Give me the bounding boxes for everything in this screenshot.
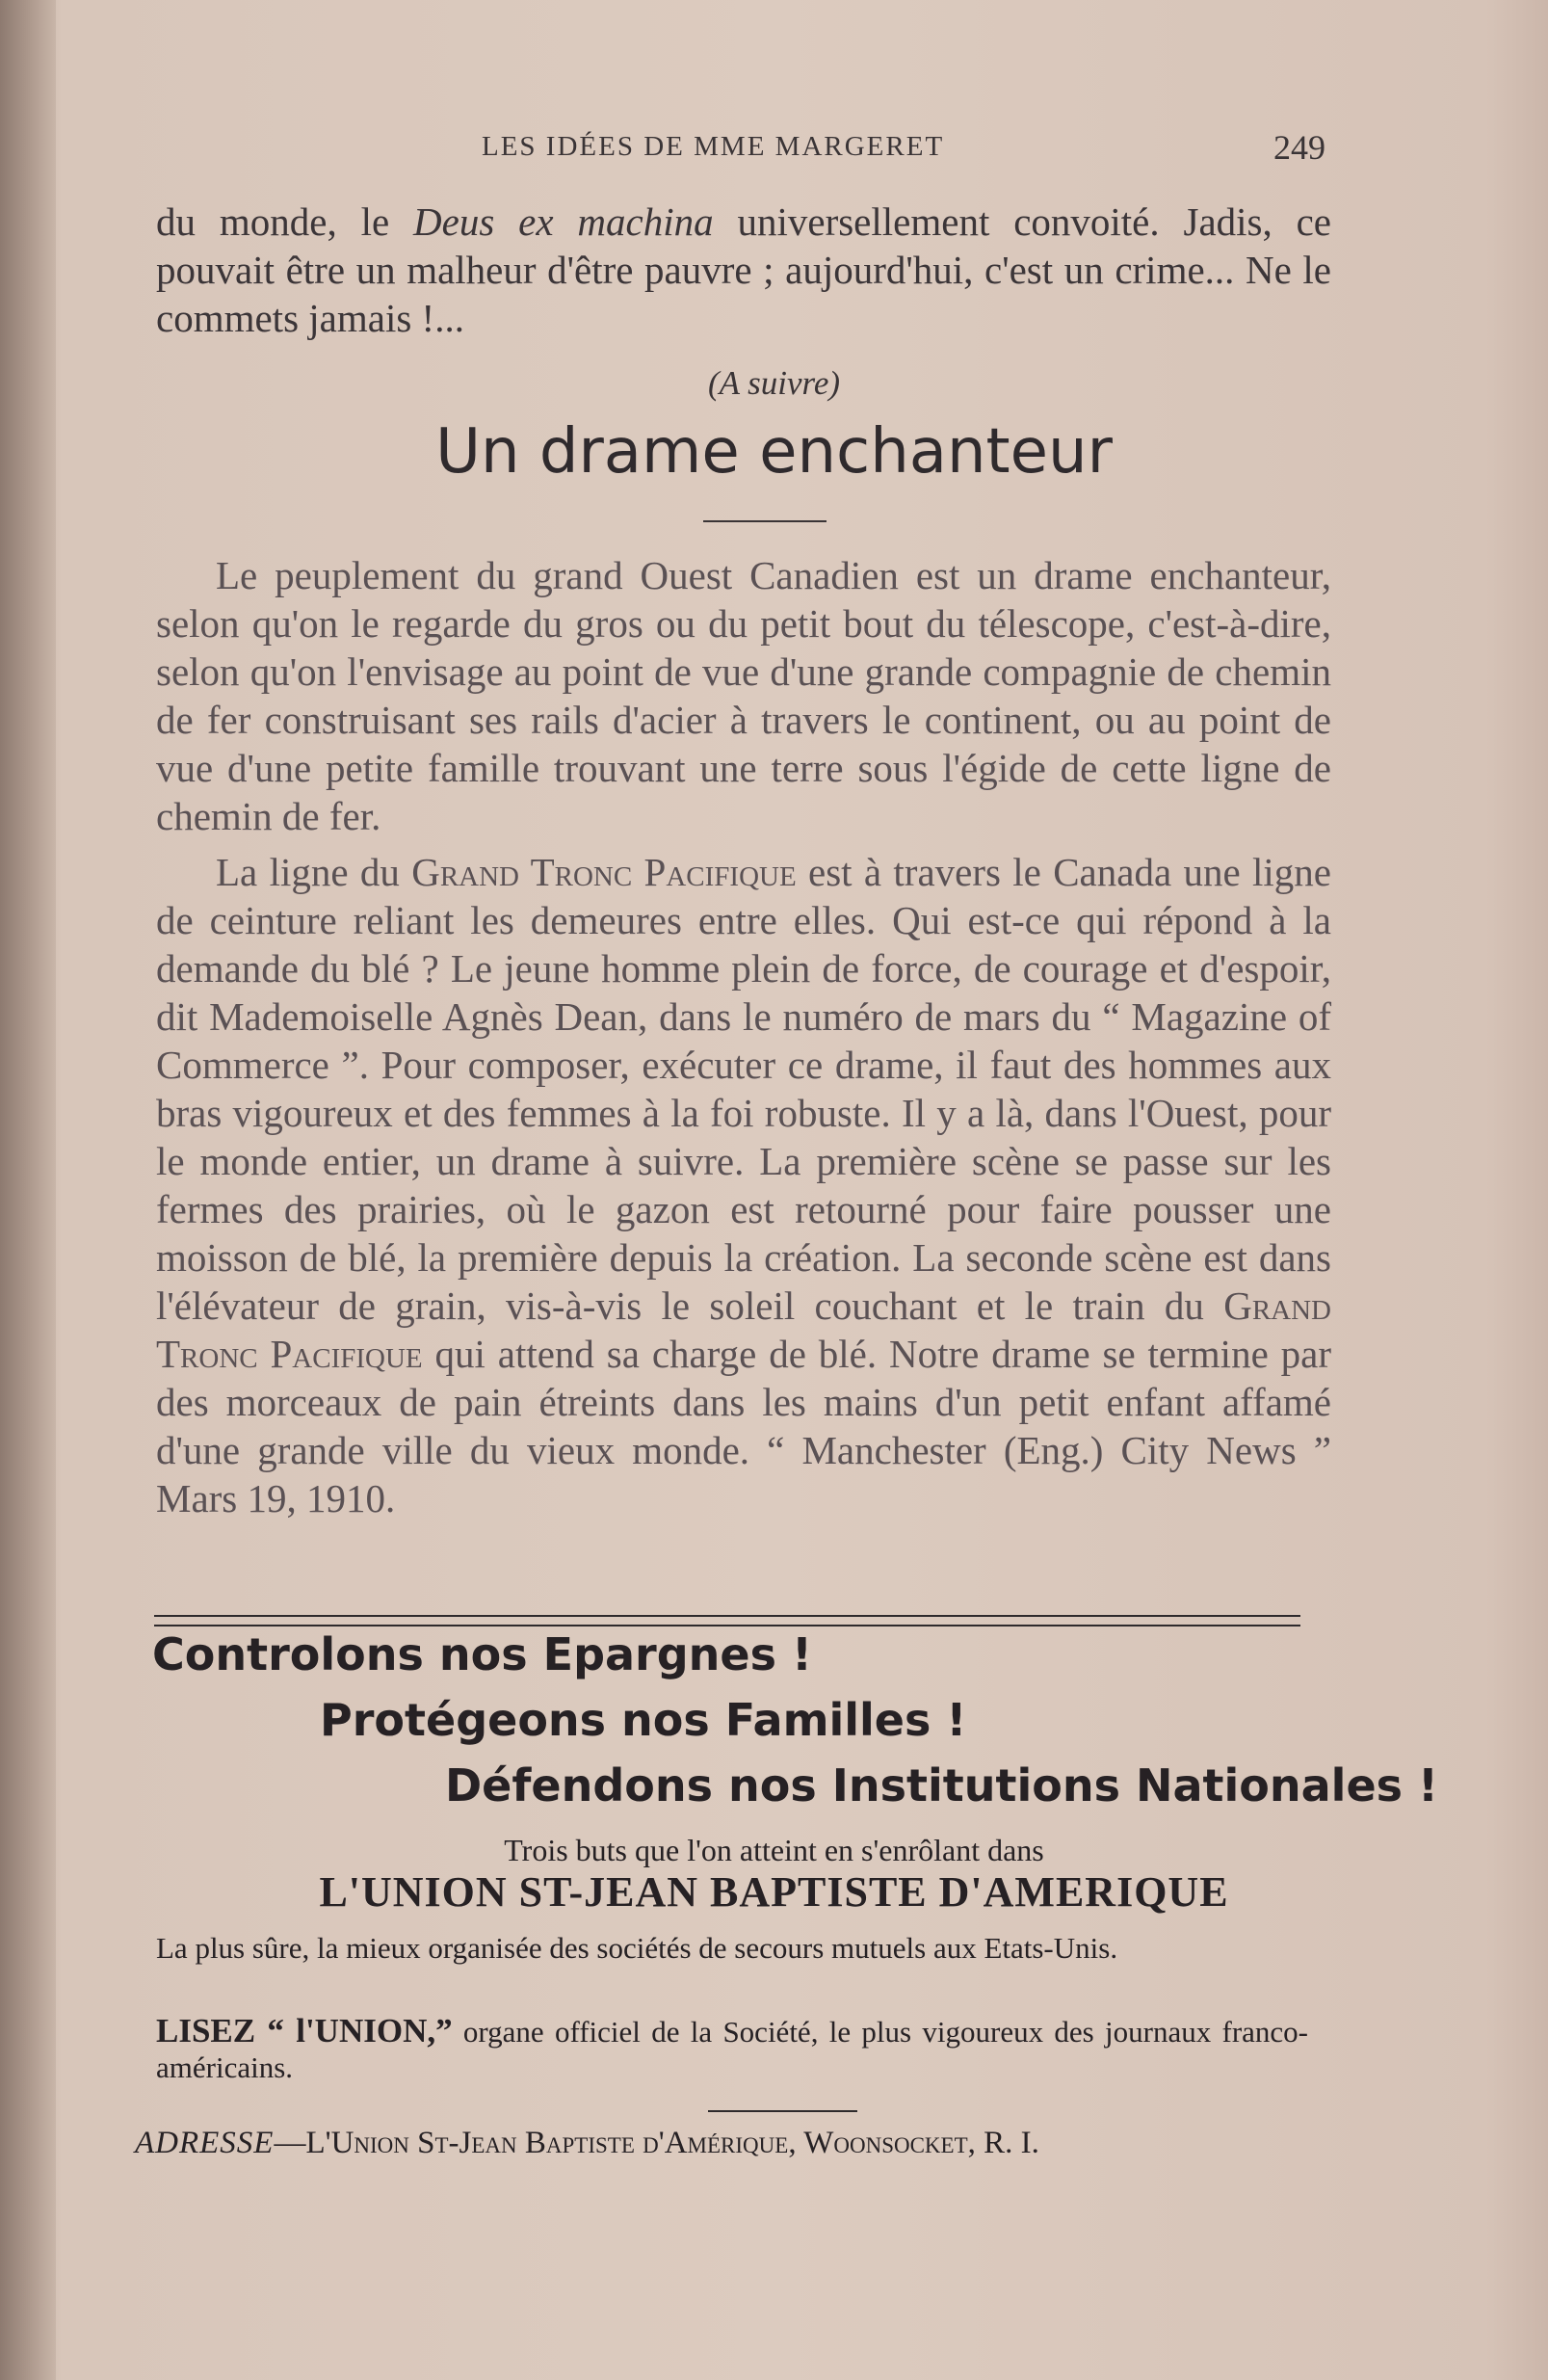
ad-organization: L'UNION ST-JEAN BAPTISTE D'AMERIQUE [319,1868,1229,1916]
ad-slogan-2: Protégeons nos Familles ! [320,1694,967,1746]
ad-intro: Trois buts que l'on atteint en s'enrôlant dans [504,1833,1044,1867]
page-number: 249 [1273,128,1325,167]
ad-description: La plus sûre, la mieux organisée des sociétés de secours mutuels aux Etats-Unis. [156,1931,1118,1965]
continuation-italic: Deus ex machina [413,199,714,244]
ad-slogan-1: Controlons nos Epargnes ! [152,1628,812,1680]
article-title: Un drame enchanteur [435,416,1113,488]
continuation-line-rest: universellement convoité. Jadis, ce pouvait être un malheur d'être pauvre ; aujourd'hui, c'est un crime... Ne le commets jamais !... [156,199,1332,341]
ad-slogan-3: Défendons nos Institutions Nationales ! [445,1759,1439,1811]
address-label: ADRESSE [135,2126,275,2160]
article-body [156,551,1331,1530]
ad-address [135,2126,1039,2161]
ad-newspaper [156,2012,1308,2085]
advertisement [0,1628,1548,2168]
article-paragraph-1: Le peuplement du grand Ouest Canadien est un drame enchanteur, selon qu'on le regarde du gros ou du petit bout du télescope, c'est-à-dire, selon qu'on l'envisage au point de vue d'une grande compagnie de chemin de fer construisant ses rails d'acier à travers le continent, ou au point de vue d'une petite famille trouvant une terre sous l'égide de cette ligne de chemin de fer. [156,553,1331,839]
company-name-2: Grand Tronc Pacifique [156,1283,1331,1377]
page-header [0,125,1548,173]
to-be-continued: (A suivre) [707,364,841,402]
paragraph-2-part-2: est à travers le Canada une ligne de ceinture reliant les demeures entre elles. Qui est-ce qui répond à la demande du blé ? Le jeune homme plein de force, de courage et d'espoir, dit Mademoiselle Agnès Dean, dans le numéro de mars du “ Magazine of Commerce ”. Pour composer, exécuter ce drame, il faut des hommes aux bras vigoureux et des femmes à la foi robuste. Il y a là, dans l'Ouest, pour le monde entier, un drame à suivre. La première scène se passe sur les fermes des prairies, où le gazon est retourné pour faire pousser une moisson de blé, la première depuis la création. La seconde scène est dans l'élévateur de grain, vis-à-vis le soleil couchant et le train du [156,850,1331,1329]
title-rule [703,520,826,522]
continuation-line-start: du monde, le [156,199,414,244]
company-name-1: Grand Tronc Pacifique [411,850,797,895]
ad-newspaper-name: LISEZ “ l'UNION,” [156,2012,453,2049]
continuation-text [156,198,1331,350]
paragraph-2-part-3: qui attend sa charge de blé. Notre drame se termine par des morceaux de pain étreints dans les mains d'un petit enfant affamé d'une grande ville du vieux monde. “ Manchester (Eng.) City News ” Mars 19, 1910. [156,1332,1331,1521]
ad-newspaper-text: organe officiel de la Société, le plus vigoureux des journaux franco-américains. [156,2015,1308,2085]
running-title: LES IDÉES DE MME MARGERET [482,131,945,162]
ad-rule [708,2110,857,2112]
advertisement-divider [154,1615,1300,1626]
address-text: —L'Union St-Jean Baptiste d'Amérique, Woonsocket, R. I. [274,2126,1039,2160]
article-paragraph-2 [156,848,1331,1522]
paragraph-2-part-1: La ligne du [216,850,412,895]
